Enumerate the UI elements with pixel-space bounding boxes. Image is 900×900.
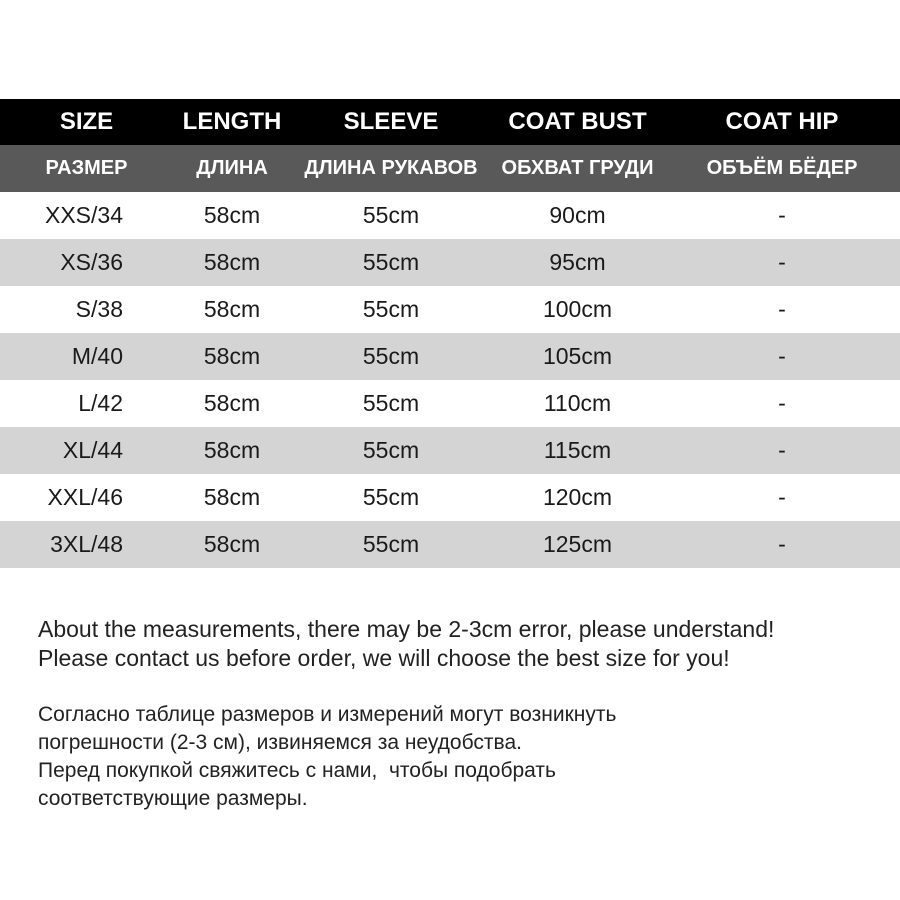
cell-sleeve: 55cm <box>362 390 420 416</box>
cell-sleeve: 55cm <box>362 202 420 228</box>
cell-hip: - <box>778 249 786 275</box>
cell-length: 58cm <box>203 437 261 463</box>
cell-hip: - <box>778 202 786 228</box>
cell-bust: 100cm <box>542 296 613 322</box>
cell-bust: 90cm <box>549 202 606 228</box>
note-line: Согласно таблице размеров и измерений могут возникнуть <box>38 703 617 726</box>
cell-hip: - <box>778 437 786 463</box>
table-row <box>0 474 900 521</box>
cell-bust: 125cm <box>542 531 613 557</box>
cell-length: 58cm <box>203 202 261 228</box>
header-coat-hip: COAT HIP <box>725 108 839 135</box>
cell-sleeve: 55cm <box>362 484 420 510</box>
cell-bust: 115cm <box>543 437 612 463</box>
note-line: погрешности (2-3 см), извиняемся за неудобства. <box>38 731 522 754</box>
cell-length: 58cm <box>203 531 261 557</box>
cell-hip: - <box>778 390 786 416</box>
note-line: Please contact us before order, we will choose the best size for you! <box>38 645 730 671</box>
cell-hip: - <box>778 484 786 510</box>
measurement-notes <box>38 615 888 813</box>
cell-hip: - <box>778 343 786 369</box>
cell-length: 58cm <box>203 249 261 275</box>
cell-size: XL/44 <box>62 437 123 463</box>
table-row <box>0 192 900 239</box>
header-ru-length: ДЛИНА <box>196 157 268 179</box>
cell-length: 58cm <box>203 296 261 322</box>
header-length: LENGTH <box>182 108 282 135</box>
cell-size: XXS/34 <box>45 202 123 228</box>
table-row <box>0 239 900 286</box>
note-line: About the measurements, there may be 2-3cm error, please understand! <box>38 616 775 642</box>
size-chart-table <box>0 99 900 568</box>
header-size: SIZE <box>59 108 114 135</box>
header-ru-sleeve: ДЛИНА РУКАВОВ <box>304 157 478 179</box>
notes-english <box>38 615 888 673</box>
table-header-ru <box>0 145 900 192</box>
header-coat-bust: COAT BUST <box>508 108 647 135</box>
cell-length: 58cm <box>203 484 261 510</box>
table-header-en <box>0 99 900 145</box>
cell-bust: 120cm <box>542 484 613 510</box>
cell-sleeve: 55cm <box>362 437 420 463</box>
cell-size: L/42 <box>78 390 123 416</box>
header-ru-bust: ОБХВАТ ГРУДИ <box>501 157 654 179</box>
table-row <box>0 333 900 380</box>
note-line: Перед покупкой свяжитесь с нами, чтобы подобрать <box>38 759 556 782</box>
cell-bust: 105cm <box>542 343 613 369</box>
cell-size: M/40 <box>71 343 123 369</box>
cell-sleeve: 55cm <box>362 343 420 369</box>
cell-size: 3XL/48 <box>50 531 123 557</box>
table-row <box>0 521 900 568</box>
table-row <box>0 286 900 333</box>
header-ru-size: РАЗМЕР <box>45 157 128 179</box>
header-ru-hip: ОБЪЁМ БЁДЕР <box>706 157 858 179</box>
table-row <box>0 427 900 474</box>
cell-length: 58cm <box>203 343 261 369</box>
cell-bust: 110cm <box>543 390 612 416</box>
note-line: соответствующие размеры. <box>38 787 308 810</box>
cell-length: 58cm <box>203 390 261 416</box>
notes-russian <box>38 701 888 813</box>
cell-size: S/38 <box>75 296 123 322</box>
cell-size: XS/36 <box>60 249 123 275</box>
cell-hip: - <box>778 296 786 322</box>
cell-hip: - <box>778 531 786 557</box>
header-sleeve: SLEEVE <box>343 108 439 135</box>
cell-sleeve: 55cm <box>362 531 420 557</box>
cell-sleeve: 55cm <box>362 249 420 275</box>
cell-sleeve: 55cm <box>362 296 420 322</box>
cell-size: XXL/46 <box>47 484 123 510</box>
cell-bust: 95cm <box>549 249 606 275</box>
table-row <box>0 380 900 427</box>
